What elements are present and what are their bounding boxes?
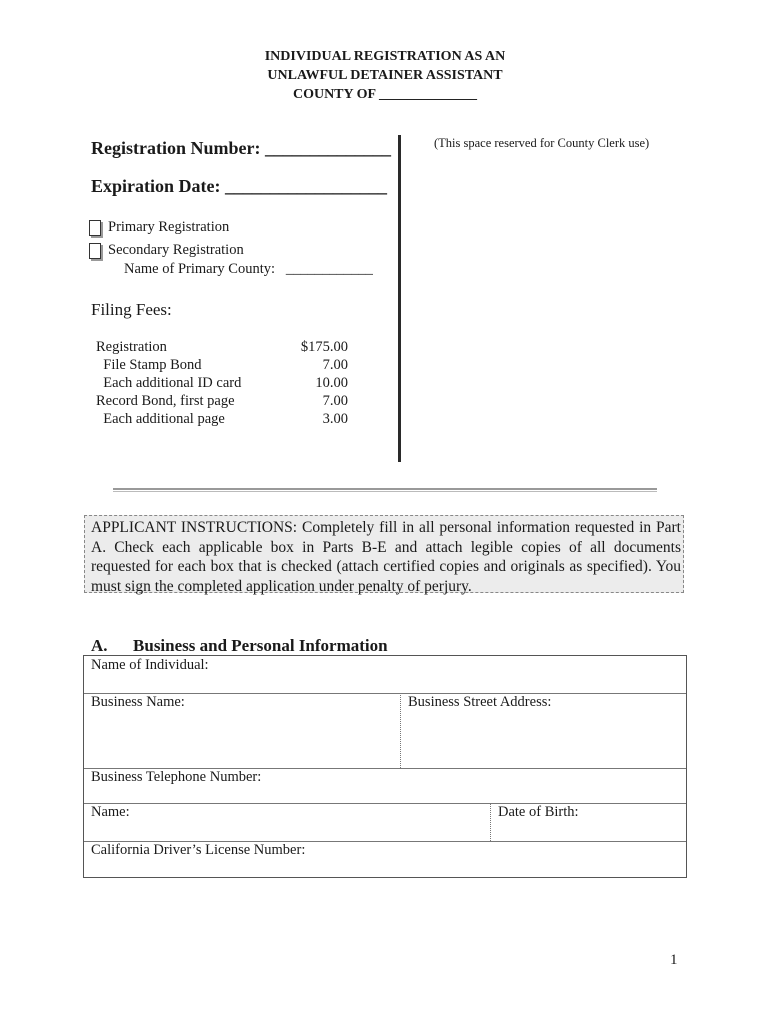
secondary-registration-checkbox[interactable]	[89, 243, 101, 259]
date-of-birth-field[interactable]: Date of Birth:	[490, 803, 686, 841]
page-number: 1	[670, 952, 678, 968]
secondary-registration-option[interactable]	[89, 242, 244, 259]
fee-value: 10.00	[315, 375, 348, 391]
fee-row	[96, 410, 348, 428]
primary-county-field[interactable]: Name of Primary County: ____________	[124, 261, 373, 277]
business-telephone-field[interactable]: Business Telephone Number:	[91, 769, 262, 785]
vertical-divider	[398, 135, 401, 462]
fee-row	[96, 374, 348, 392]
fee-label: Each additional page	[96, 411, 225, 427]
primary-registration-option[interactable]	[89, 219, 229, 236]
section-divider-shadow	[113, 491, 657, 492]
title-line-1: INDIVIDUAL REGISTRATION AS AN	[264, 49, 506, 64]
filing-fees-title: Filing Fees:	[91, 300, 172, 319]
clerk-note: (This space reserved for County Clerk use)	[434, 136, 650, 150]
expiration-date-field[interactable]: Expiration Date: __________________	[91, 176, 387, 196]
fee-label: Registration	[96, 339, 167, 355]
form-title	[0, 47, 770, 104]
business-street-address-field[interactable]: Business Street Address:	[400, 693, 686, 768]
table-row	[84, 656, 686, 694]
fee-label: Record Bond, first page	[96, 393, 235, 409]
table-row	[84, 693, 686, 769]
registration-number-field[interactable]: Registration Number: ______________	[91, 138, 391, 158]
secondary-registration-label: Secondary Registration	[108, 242, 244, 258]
fee-label: File Stamp Bond	[96, 357, 202, 373]
title-line-3: COUNTY OF ______________	[292, 87, 478, 102]
fee-row	[96, 392, 348, 410]
fee-value: 7.00	[322, 357, 348, 373]
name-field[interactable]: Name:	[91, 804, 130, 820]
business-name-field[interactable]: Business Name:	[91, 694, 185, 710]
fee-value: 3.00	[322, 411, 348, 427]
name-of-individual-field[interactable]: Name of Individual:	[91, 657, 209, 673]
primary-registration-checkbox[interactable]	[89, 220, 101, 236]
table-row	[84, 803, 686, 842]
table-row	[84, 768, 686, 804]
title-line-2: UNLAWFUL DETAINER ASSISTANT	[267, 68, 503, 83]
applicant-instructions: APPLICANT INSTRUCTIONS: Completely fill in all personal information requested in Part A. Check each applicable box in Parts B-E and attach legible copies of all documents requested for each box that is checked (attach certified copies and originals as specified). You must sign the completed application under penalty of perjury.	[84, 515, 684, 593]
business-personal-info-table	[83, 655, 687, 878]
fee-value: $175.00	[300, 339, 348, 355]
section-a-title: A. Business and Personal Information	[91, 636, 388, 655]
primary-registration-label: Primary Registration	[108, 219, 230, 235]
fee-label: Each additional ID card	[96, 375, 242, 391]
section-divider	[113, 488, 657, 490]
fee-value: 7.00	[322, 393, 348, 409]
fee-row	[96, 338, 348, 356]
fee-row	[96, 356, 348, 374]
table-row	[84, 841, 686, 877]
fees-table	[96, 338, 348, 428]
drivers-license-field[interactable]: California Driver’s License Number:	[91, 842, 306, 858]
